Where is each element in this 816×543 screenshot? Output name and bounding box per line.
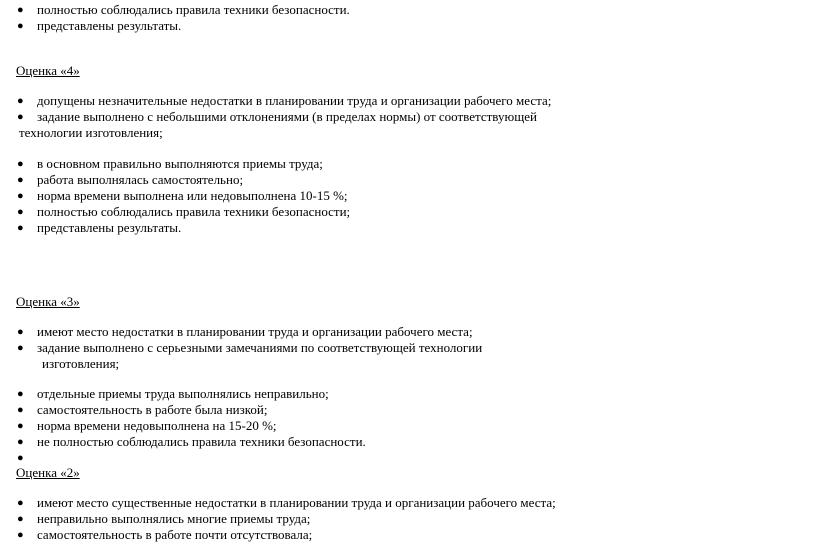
bullet-icon: ● <box>17 20 24 32</box>
list-item: допущены незначительные недостатки в планировании труда и организации рабочего места; <box>37 93 552 108</box>
list-item: самостоятельность в работе почти отсутствовала; <box>37 527 313 542</box>
grade-4-heading: Оценка «4» <box>16 63 80 78</box>
bullet-icon: ● <box>17 158 24 170</box>
list-item: самостоятельность в работе была низкой; <box>37 402 268 417</box>
list-item: полностью соблюдались правила техники безопасности; <box>37 204 351 219</box>
bullet-icon: ● <box>17 513 24 525</box>
list-item: представлены результаты. <box>37 18 182 33</box>
bullet-icon: ● <box>17 95 24 107</box>
bullet-icon: ● <box>17 497 24 509</box>
list-item: не полностью соблюдались правила техники безопасности. <box>37 434 366 449</box>
bullet-icon: ● <box>17 342 24 354</box>
bullet-icon: ● <box>17 388 24 400</box>
bullet-icon: ● <box>17 404 24 416</box>
list-item: представлены результаты. <box>37 220 182 235</box>
list-item: отдельные приемы труда выполнялись неправильно; <box>37 386 329 401</box>
bullet-icon: ● <box>17 4 24 16</box>
list-item: неправильно выполнялись многие приемы труда; <box>37 511 311 526</box>
list-item: полностью соблюдались правила техники безопасности. <box>37 2 350 17</box>
list-item-continuation: изготовления; <box>42 356 120 371</box>
list-item: норма времени недовыполнена на 15-20 %; <box>37 418 277 433</box>
bullet-icon: ● <box>17 452 24 464</box>
bullet-icon: ● <box>17 436 24 448</box>
list-item: в основном правильно выполняются приемы труда; <box>37 156 323 171</box>
list-item-continuation: технологии изготовления; <box>19 125 163 140</box>
bullet-icon: ● <box>17 326 24 338</box>
list-item: работа выполнялась самостоятельно; <box>37 172 244 187</box>
list-item: имеют место недостатки в планировании труда и организации рабочего места; <box>37 324 473 339</box>
list-item: задание выполнено с небольшими отклонениями (в пределах нормы) от соответствующей <box>37 109 537 124</box>
bullet-icon: ● <box>17 174 24 186</box>
grade-2-heading: Оценка «2» <box>16 465 80 480</box>
list-item: имеют место существенные недостатки в планировании труда и организации рабочего места; <box>37 495 556 510</box>
bullet-icon: ● <box>17 529 24 541</box>
bullet-icon: ● <box>17 420 24 432</box>
bullet-icon: ● <box>17 190 24 202</box>
list-item: норма времени выполнена или недовыполнена 10-15 %; <box>37 188 348 203</box>
bullet-icon: ● <box>17 206 24 218</box>
bullet-icon: ● <box>17 111 24 123</box>
bullet-icon: ● <box>17 222 24 234</box>
list-item: задание выполнено с серьезными замечаниями по соответствующей технологии <box>37 340 483 355</box>
grade-3-heading: Оценка «3» <box>16 294 80 309</box>
